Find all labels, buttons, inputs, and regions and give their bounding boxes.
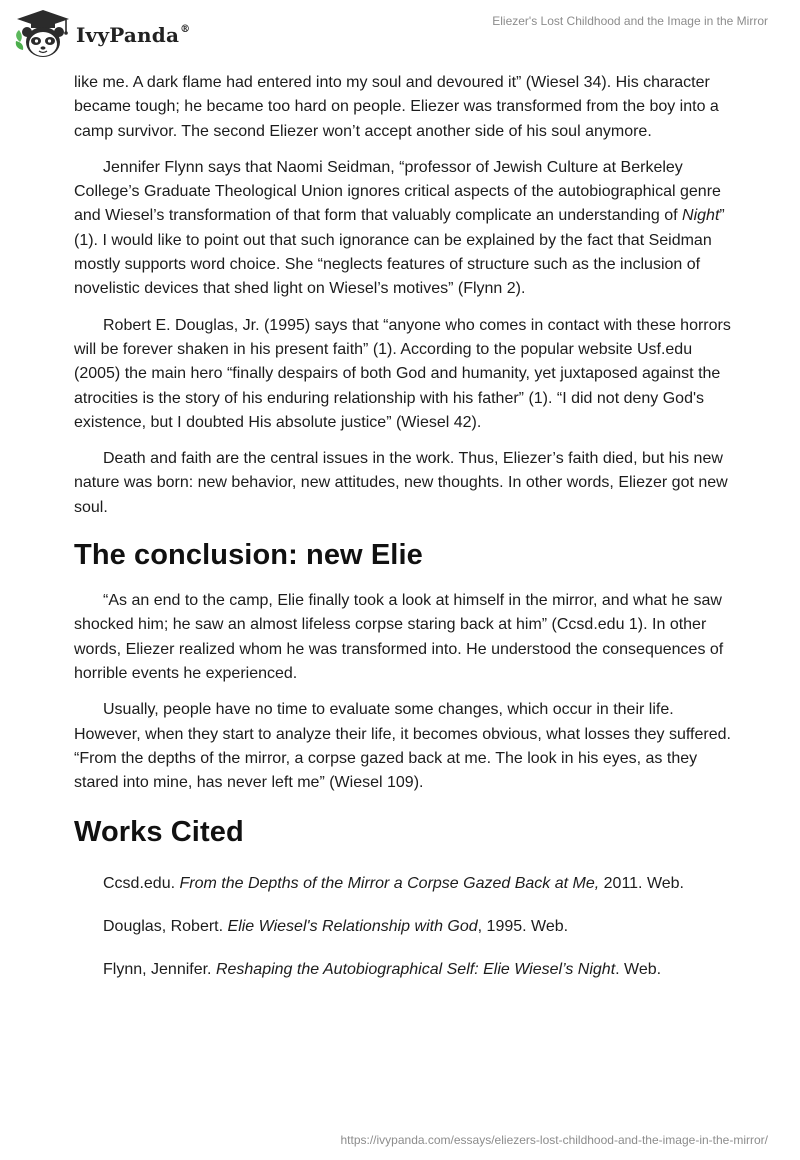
paragraph-2-text-b: ” (1). I would like to point out that such ignorance can be explained by the fact that Seidman mostly supports word choice. She “neglects features of structure such as the inclusion of novelistic devices that shed light on Wiesel’s motives” (Flynn 2). (74, 207, 725, 298)
citation-title: From the Depths of the Mirror a Corpse Gazed Back at Me, (179, 875, 600, 893)
citation-item (103, 915, 734, 939)
logo[interactable] (14, 8, 190, 60)
paragraph-3: Robert E. Douglas, Jr. (1995) says that “anyone who comes in contact with these horrors will be forever shaken in his present faith” (1). According to the popular website Usf.edu (2005) the main hero “finally despairs of both God and humanity, yet juxtaposed against the atrocities is the story of his enduring relationship with his father” (1). “I did not deny God's existence, but I doubted His absolute justice” (Wiesel 42). (74, 316, 731, 431)
heading-works-cited: Works Cited (74, 816, 244, 849)
paragraph-5: “As an end to the camp, Elie finally took a look at himself in the mirror, and what he saw shocked him; he saw an almost lifeless corpse staring back at him” (Ccsd.edu 1). In other words, Eliezer realized whom he was transformed into. He understood the consequences of horrible events he experienced. (74, 592, 724, 682)
book-title-night: Night (682, 207, 720, 225)
paragraph-6: Usually, people have no time to evaluate some changes, which occur in their life. However, when they start to analyze their life, it becomes obvious, what losses they suffered. “From the depths of the mirror, a corpse gazed back at me. The look in his eyes, as they stared into mine, has never left me” (Wiesel 109). (74, 701, 731, 792)
citation-details: , 1995. Web. (477, 918, 569, 936)
citation-author: Ccsd.edu. (103, 875, 180, 893)
citation-item (103, 958, 734, 982)
logo-name: IvyPanda (76, 23, 180, 47)
panda-graduate-icon (14, 8, 72, 60)
citation-details: . Web. (615, 961, 662, 979)
heading-conclusion: The conclusion: new Elie (74, 539, 423, 572)
paragraph-1: like me. A dark flame had entered into my soul and devoured it” (Wiesel 34). His character became tough; he became too hard on people. Eliezer was transformed from the boy into a camp survivor. The second Eliezer won’t accept another side of his soul anymore. (74, 74, 719, 140)
citation-title: Reshaping the Autobiographical Self: Elie Wiesel’s Night (215, 961, 616, 979)
citation-title: Elie Wiesel's Relationship with God (227, 918, 478, 936)
registered-mark: ® (180, 24, 191, 35)
essay-content (74, 71, 734, 1001)
citation-item (103, 872, 734, 896)
paragraph-4: Death and faith are the central issues in the work. Thus, Eliezer’s faith died, but his new nature was born: new behavior, new attitudes, new thoughts. In other words, Eliezer got new soul. (74, 450, 728, 516)
paragraph-2 (74, 156, 734, 302)
citation-author: Flynn, Jennifer. (103, 961, 216, 979)
logo-wordmark (76, 23, 190, 47)
citation-details: 2011. Web. (599, 875, 684, 893)
footer-url[interactable]: https://ivypanda.com/essays/eliezers-lost-childhood-and-the-image-in-the-mirror/ (340, 1133, 768, 1147)
citation-author: Douglas, Robert. (103, 918, 228, 936)
document-title: Eliezer's Lost Childhood and the Image in the Mirror (492, 14, 768, 28)
page-header (0, 0, 800, 70)
paragraph-2-text-a: Jennifer Flynn says that Naomi Seidman, “professor of Jewish Culture at Berkeley College’s Graduate Theological Union ignores critical aspects of the autobiographical genre and Wiesel’s transformation of that form that valuably complicate an understanding of (74, 158, 721, 225)
